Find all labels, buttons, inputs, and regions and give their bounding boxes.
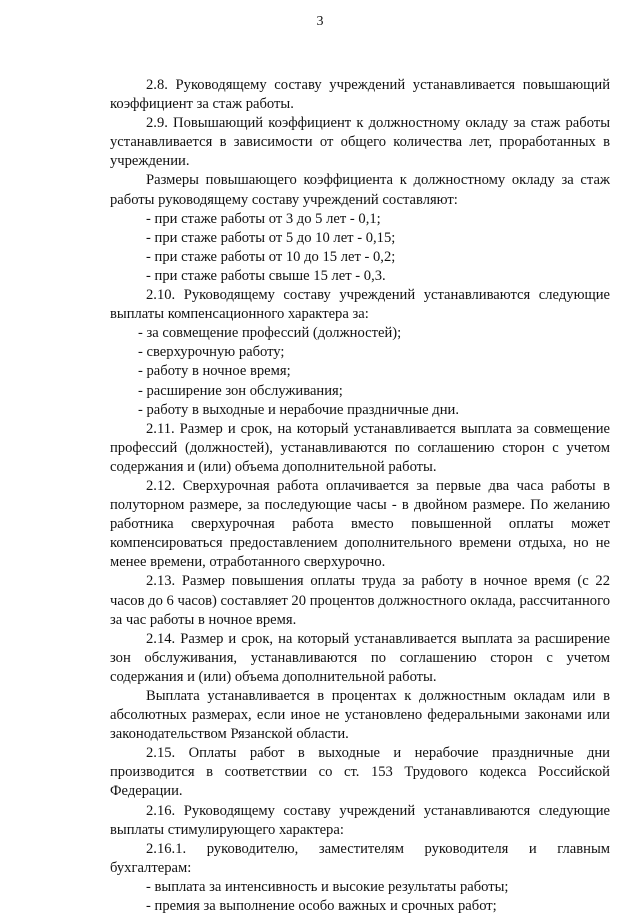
paragraph-2-13: 2.13. Размер повышения оплаты труда за работу в ночное время (с 22 часов до 6 часов) составляет 20 процентов должностного оклада, рассчитанного за час работы в ночное время.	[110, 573, 610, 628]
page-number: 3	[316, 14, 324, 29]
list-item-compensation: - сверхурочную работу;	[138, 344, 285, 361]
paragraph-2-16: 2.16. Руководящему составу учреждений устанавливаются следующие выплаты стимулирующего характера:	[110, 802, 610, 838]
list-item-compensation: - работу в ночное время;	[138, 363, 291, 380]
paragraph-2-12: 2.12. Сверхурочная работа оплачивается за первые два часа работы в полуторном размере, за последующие часы - в двойном размере. По желанию работника сверхурочная работа вместо повышенной оплаты может компенсироваться предоставлением дополнительного времени отдыха, но не менее времени, отработанного сверхурочно.	[110, 477, 610, 571]
document-body	[110, 76, 610, 916]
list-item-coefficient: - при стаже работы от 3 до 5 лет - 0,1;	[146, 210, 381, 227]
list-item-coefficient: - при стаже работы от 5 до 10 лет - 0,15;	[146, 229, 396, 246]
paragraph-2-10: 2.10. Руководящему составу учреждений устанавливаются следующие выплаты компенсационного характера за:	[110, 287, 610, 323]
list-item-compensation: - работу в выходные и нерабочие праздничные дни.	[138, 401, 460, 418]
list-item-incentive: - премия за выполнение особо важных и срочных работ;	[146, 898, 497, 915]
paragraph-payment: Выплата устанавливается в процентах к должностным окладам или в абсолютных размерах, если иное не установлено федеральными законами или законодательством Рязанской области.	[110, 688, 610, 743]
paragraph-2-9: 2.9. Повышающий коэффициент к должностному окладу за стаж работы устанавливается в зависимости от общего количества лет, проработанных в учреждении.	[110, 115, 610, 170]
paragraph-2-8: 2.8. Руководящему составу учреждений устанавливается повышающий коэффициент за стаж работы.	[110, 77, 610, 113]
paragraph-2-16-1: 2.16.1. руководителю, заместителям руководителя и главным бухгалтерам:	[110, 840, 610, 876]
paragraph-coefficient-sizes: Размеры повышающего коэффициента к должностному окладу за стаж работы руководящему составу учреждений составляют:	[110, 172, 610, 208]
paragraph-2-11: 2.11. Размер и срок, на который устанавливается выплата за совмещение профессий (должностей), устанавливаются по соглашению сторон с учетом содержания и (или) объема дополнительной работы.	[110, 420, 610, 475]
list-item-incentive: - выплата за интенсивность и высокие результаты работы;	[146, 878, 509, 895]
list-item-coefficient: - при стаже работы свыше 15 лет - 0,3.	[146, 267, 386, 284]
paragraph-2-15: 2.15. Оплаты работ в выходные и нерабочие праздничные дни производится в соответствии со ст. 153 Трудового кодекса Российской Федерации.	[110, 745, 610, 800]
list-item-compensation: - за совмещение профессий (должностей);	[138, 325, 402, 342]
list-item-coefficient: - при стаже работы от 10 до 15 лет - 0,2;	[146, 248, 396, 265]
paragraph-2-14: 2.14. Размер и срок, на который устанавливается выплата за расширение зон обслуживания, устанавливаются по соглашению сторон с учетом содержания и (или) объема дополнительной работы.	[110, 630, 610, 685]
list-item-compensation: - расширение зон обслуживания;	[138, 382, 343, 399]
